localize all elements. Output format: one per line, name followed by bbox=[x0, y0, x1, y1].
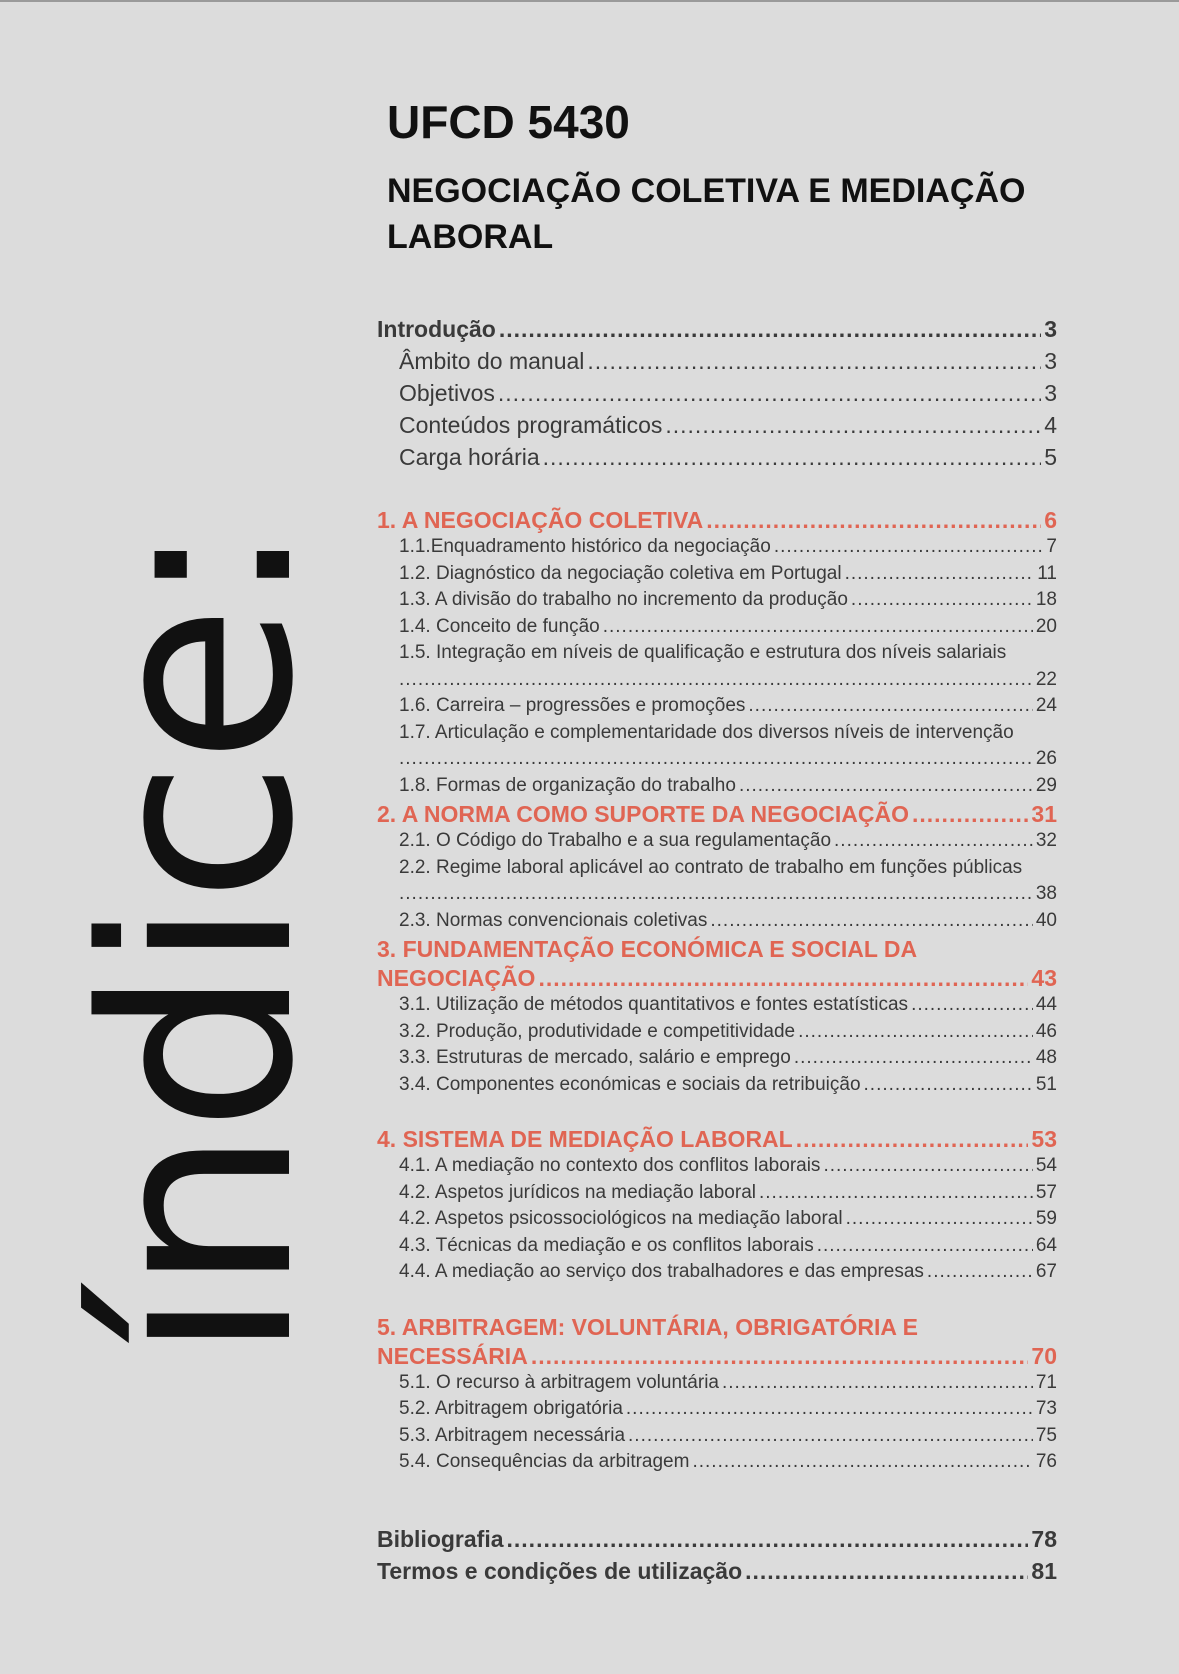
toc-label: 1.2. Diagnóstico da negociação coletiva em Portugal bbox=[399, 562, 842, 584]
toc-page: 6 bbox=[1044, 507, 1057, 533]
dot-leader bbox=[834, 830, 1033, 852]
toc-page: 51 bbox=[1035, 1073, 1057, 1095]
dot-leader bbox=[499, 316, 1041, 343]
toc-entry[interactable] bbox=[377, 563, 1057, 590]
toc-page: 44 bbox=[1035, 994, 1057, 1015]
toc-label: 3.4. Componentes económicas e sociais da retribuição bbox=[399, 1073, 861, 1095]
dot-leader bbox=[603, 616, 1033, 638]
toc-page: 20 bbox=[1035, 615, 1057, 637]
toc-page: 75 bbox=[1035, 1424, 1057, 1446]
toc-entry[interactable] bbox=[377, 380, 1057, 412]
dot-leader bbox=[774, 536, 1044, 558]
toc-label[interactable]: 2.2. Regime laboral aplicável ao contrato de trabalho em funções públicas bbox=[399, 856, 1023, 878]
toc-entry[interactable] bbox=[377, 1372, 1057, 1399]
toc-entry[interactable] bbox=[377, 444, 1057, 476]
dot-leader bbox=[845, 563, 1035, 585]
toc-page: 43 bbox=[1031, 965, 1057, 991]
dot-leader bbox=[817, 1235, 1033, 1257]
toc-page: 78 bbox=[1031, 1525, 1057, 1552]
toc-label: 4.4. A mediação ao serviço dos trabalhadores e das empresas bbox=[399, 1261, 924, 1282]
spacer bbox=[377, 1100, 1057, 1126]
toc-page: 54 bbox=[1035, 1155, 1057, 1176]
toc-page: 29 bbox=[1035, 774, 1057, 796]
spacer bbox=[377, 1478, 1057, 1526]
toc-page: 11 bbox=[1037, 562, 1057, 584]
dot-leader bbox=[739, 775, 1033, 797]
toc-entry[interactable] bbox=[377, 616, 1057, 643]
top-rule bbox=[0, 0, 1179, 2]
dot-leader bbox=[927, 1261, 1033, 1283]
toc-label: 4.1. A mediação no contexto dos conflitos laborais bbox=[399, 1155, 821, 1176]
toc-entry[interactable] bbox=[377, 536, 1057, 563]
toc-page: 53 bbox=[1031, 1126, 1057, 1152]
toc-entry[interactable] bbox=[377, 830, 1057, 857]
table-of-contents bbox=[377, 316, 1057, 1590]
toc-label: 2.1. O Código do Trabalho e a sua regulamentação bbox=[399, 830, 832, 851]
toc-label: Termos e condições de utilização bbox=[377, 1557, 743, 1584]
toc-entry[interactable] bbox=[377, 1451, 1057, 1478]
toc-entry[interactable] bbox=[377, 910, 1057, 937]
dot-leader bbox=[823, 1155, 1032, 1177]
toc-entry[interactable] bbox=[377, 1425, 1057, 1452]
toc-entry[interactable] bbox=[377, 1235, 1057, 1262]
dot-leader bbox=[748, 695, 1032, 717]
dot-leader bbox=[864, 1074, 1033, 1096]
dot-leader bbox=[794, 1047, 1033, 1069]
dot-leader bbox=[498, 380, 1041, 407]
toc-entry[interactable] bbox=[377, 994, 1057, 1021]
toc-entry[interactable] bbox=[377, 348, 1057, 380]
toc-page: 59 bbox=[1035, 1208, 1057, 1229]
toc-page: 76 bbox=[1035, 1451, 1057, 1472]
toc-label: 1.8. Formas de organização do trabalho bbox=[399, 774, 736, 796]
toc-label: Âmbito do manual bbox=[399, 348, 585, 374]
toc-label: NECESSÁRIA bbox=[377, 1342, 528, 1369]
toc-label: 4.2. Aspetos jurídicos na mediação laboral bbox=[399, 1181, 756, 1203]
toc-label: Objetivos bbox=[399, 380, 495, 406]
toc-label: 2.3. Normas convencionais coletivas bbox=[399, 909, 708, 931]
toc-section-4[interactable] bbox=[377, 1126, 1057, 1155]
dot-leader bbox=[587, 348, 1041, 375]
toc-label: 2. A NORMA COMO SUPORTE DA NEGOCIAÇÃO bbox=[377, 801, 909, 827]
toc-label: Bibliografia bbox=[377, 1525, 504, 1552]
toc-section-3-line1[interactable]: 3. FUNDAMENTAÇÃO ECONÓMICA E SOCIAL DA bbox=[377, 936, 918, 962]
toc-label: Conteúdos programáticos bbox=[399, 412, 663, 438]
dot-leader bbox=[722, 1372, 1033, 1394]
toc-section-2[interactable] bbox=[377, 801, 1057, 830]
toc-entry-termos[interactable] bbox=[377, 1558, 1057, 1590]
spacer bbox=[377, 1288, 1057, 1314]
toc-page: 40 bbox=[1035, 909, 1057, 931]
toc-page: 32 bbox=[1035, 830, 1057, 851]
toc-label: 5.3. Arbitragem necessária bbox=[399, 1424, 626, 1446]
toc-entry[interactable] bbox=[377, 775, 1057, 802]
toc-label: NEGOCIAÇÃO bbox=[377, 965, 536, 991]
dot-leader bbox=[626, 1398, 1033, 1420]
toc-label: Introdução bbox=[377, 316, 496, 342]
spacer bbox=[377, 476, 1057, 507]
toc-page: 18 bbox=[1035, 589, 1057, 610]
toc-label: 3.2. Produção, produtividade e competitividade bbox=[399, 1020, 796, 1042]
toc-page: 3 bbox=[1044, 380, 1057, 406]
toc-page: 26 bbox=[1035, 748, 1057, 769]
toc-label: 1.4. Conceito de função bbox=[399, 615, 600, 637]
toc-page: 71 bbox=[1035, 1371, 1057, 1393]
dot-leader bbox=[665, 412, 1041, 439]
toc-label: 1.1.Enquadramento histórico da negociação bbox=[399, 536, 771, 557]
course-code: UFCD 5430 bbox=[387, 96, 630, 148]
dot-leader bbox=[399, 669, 1033, 691]
dot-leader bbox=[851, 589, 1033, 611]
toc-page: 64 bbox=[1035, 1234, 1057, 1256]
toc-label: 1.6. Carreira – progressões e promoções bbox=[399, 695, 746, 716]
dot-leader bbox=[399, 883, 1033, 905]
toc-page: 81 bbox=[1031, 1557, 1057, 1584]
toc-entry[interactable] bbox=[377, 1208, 1057, 1235]
toc-page: 5 bbox=[1044, 444, 1057, 470]
toc-section-5[interactable] bbox=[377, 1343, 1057, 1372]
dot-leader bbox=[911, 994, 1033, 1016]
dot-leader bbox=[543, 444, 1042, 471]
toc-entry[interactable] bbox=[377, 589, 1057, 616]
dot-leader bbox=[507, 1526, 1029, 1553]
toc-entry[interactable] bbox=[377, 1074, 1057, 1101]
toc-page: 7 bbox=[1046, 536, 1057, 557]
toc-page: 3 bbox=[1044, 348, 1057, 374]
toc-entry[interactable] bbox=[377, 412, 1057, 444]
toc-section-1[interactable] bbox=[377, 507, 1057, 536]
toc-page: 70 bbox=[1031, 1342, 1057, 1369]
toc-entry-bibliografia[interactable] bbox=[377, 1526, 1057, 1558]
toc-entry-continuation[interactable] bbox=[377, 883, 1057, 910]
toc-entry-introducao[interactable] bbox=[377, 316, 1057, 348]
toc-entry[interactable] bbox=[377, 1155, 1057, 1182]
toc-entry-continuation[interactable] bbox=[377, 748, 1057, 775]
dot-leader bbox=[745, 1558, 1028, 1585]
toc-page: 57 bbox=[1035, 1181, 1057, 1203]
toc-label: 3.1. Utilização de métodos quantitativos e fontes estatísticas bbox=[399, 994, 909, 1015]
toc-entry[interactable] bbox=[377, 695, 1057, 722]
toc-page: 73 bbox=[1035, 1398, 1057, 1419]
toc-section-5-line1[interactable]: 5. ARBITRAGEM: VOLUNTÁRIA, OBRIGATÓRIA E bbox=[377, 1313, 918, 1340]
toc-entry[interactable] bbox=[377, 1021, 1057, 1048]
toc-label: Carga horária bbox=[399, 444, 540, 470]
toc-page: 46 bbox=[1035, 1020, 1057, 1042]
dot-leader bbox=[710, 910, 1032, 932]
toc-label[interactable]: 1.7. Articulação e complementaridade dos diversos níveis de intervenção bbox=[399, 721, 1014, 743]
toc-entry[interactable] bbox=[377, 1398, 1057, 1425]
toc-page: 4 bbox=[1044, 412, 1057, 438]
toc-label: 4. SISTEMA DE MEDIAÇÃO LABORAL bbox=[377, 1126, 793, 1152]
toc-label[interactable]: 1.5. Integração em níveis de qualificação e estrutura dos níveis salariais bbox=[399, 642, 1007, 663]
toc-page: 31 bbox=[1031, 801, 1057, 827]
dot-leader bbox=[912, 801, 1028, 828]
toc-label: 5.2. Arbitragem obrigatória bbox=[399, 1398, 623, 1419]
toc-entry[interactable] bbox=[377, 1261, 1057, 1288]
dot-leader bbox=[759, 1182, 1033, 1204]
toc-entry-continuation[interactable] bbox=[377, 669, 1057, 696]
side-title: índice: bbox=[49, 524, 351, 1362]
toc-entry[interactable] bbox=[377, 1047, 1057, 1074]
toc-page: 24 bbox=[1035, 695, 1057, 716]
course-title: NEGOCIAÇÃO COLETIVA E MEDIAÇÃO LABORAL bbox=[387, 172, 1026, 256]
toc-label: 1. A NEGOCIAÇÃO COLETIVA bbox=[377, 507, 704, 533]
toc-section-3[interactable] bbox=[377, 965, 1057, 994]
dot-leader bbox=[531, 1343, 1029, 1370]
dot-leader bbox=[706, 507, 1041, 534]
dot-leader bbox=[846, 1208, 1033, 1230]
dot-leader bbox=[538, 965, 1028, 992]
dot-leader bbox=[399, 748, 1033, 770]
toc-label: 5.4. Consequências da arbitragem bbox=[399, 1451, 690, 1472]
dot-leader bbox=[628, 1425, 1033, 1447]
toc-page: 48 bbox=[1035, 1047, 1057, 1068]
toc-page: 38 bbox=[1035, 883, 1057, 904]
toc-label: 3.3. Estruturas de mercado, salário e emprego bbox=[399, 1047, 791, 1068]
toc-label: 4.3. Técnicas da mediação e os conflitos laborais bbox=[399, 1234, 814, 1256]
toc-entry[interactable] bbox=[377, 1182, 1057, 1209]
toc-page: 22 bbox=[1035, 668, 1057, 690]
toc-label: 4.2. Aspetos psicossociológicos na mediação laboral bbox=[399, 1208, 843, 1229]
dot-leader bbox=[692, 1451, 1032, 1473]
toc-page: 67 bbox=[1035, 1261, 1057, 1282]
dot-leader bbox=[796, 1126, 1029, 1153]
toc-label: 1.3. A divisão do trabalho no incremento da produção bbox=[399, 589, 848, 610]
dot-leader bbox=[798, 1021, 1033, 1043]
toc-page: 3 bbox=[1044, 316, 1057, 342]
toc-label: 5.1. O recurso à arbitragem voluntária bbox=[399, 1371, 719, 1393]
